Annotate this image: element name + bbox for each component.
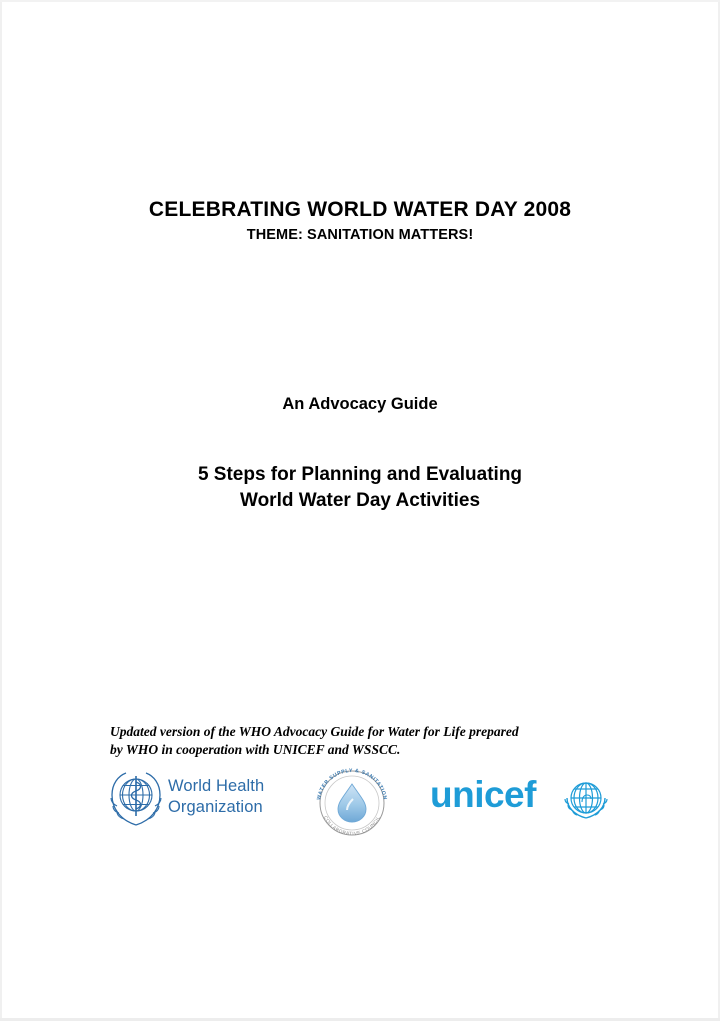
page-title: CELEBRATING WORLD WATER DAY 2008 xyxy=(148,198,572,221)
advocacy-guide-label: An Advocacy Guide xyxy=(282,395,438,413)
advocacy-block xyxy=(0,395,720,414)
who-emblem-icon xyxy=(108,770,164,828)
steps-heading-line-1: 5 Steps for Planning and Evaluating xyxy=(197,464,523,485)
who-logo-text xyxy=(168,776,264,817)
unicef-logo xyxy=(430,776,620,826)
credit-block xyxy=(110,723,620,759)
wsscc-logo xyxy=(310,766,394,838)
who-logo xyxy=(108,770,283,832)
page-edge-top xyxy=(0,0,720,2)
steps-block xyxy=(0,462,720,513)
wsscc-top-arc-text: WATER SUPPLY & SANITATION xyxy=(316,767,388,801)
un-globe-icon xyxy=(560,774,612,824)
logo-row xyxy=(100,766,620,841)
title-block xyxy=(0,198,720,243)
steps-heading-line-2: World Water Day Activities xyxy=(239,489,481,511)
who-logo-line-1: World Health xyxy=(168,777,265,795)
credit-line-1: Updated version of the WHO Advocacy Guide for Water for Life prepared xyxy=(110,724,519,739)
unicef-wordmark: unicef xyxy=(430,774,536,815)
page-subtitle: THEME: SANITATION MATTERS! xyxy=(246,227,474,244)
who-logo-line-2: Organization xyxy=(168,797,263,816)
wsscc-bottom-arc-text: COLLABORATIVE COUNCIL xyxy=(322,815,382,837)
credit-line-2: by WHO in cooperation with UNICEF and WSSCC. xyxy=(110,741,401,757)
